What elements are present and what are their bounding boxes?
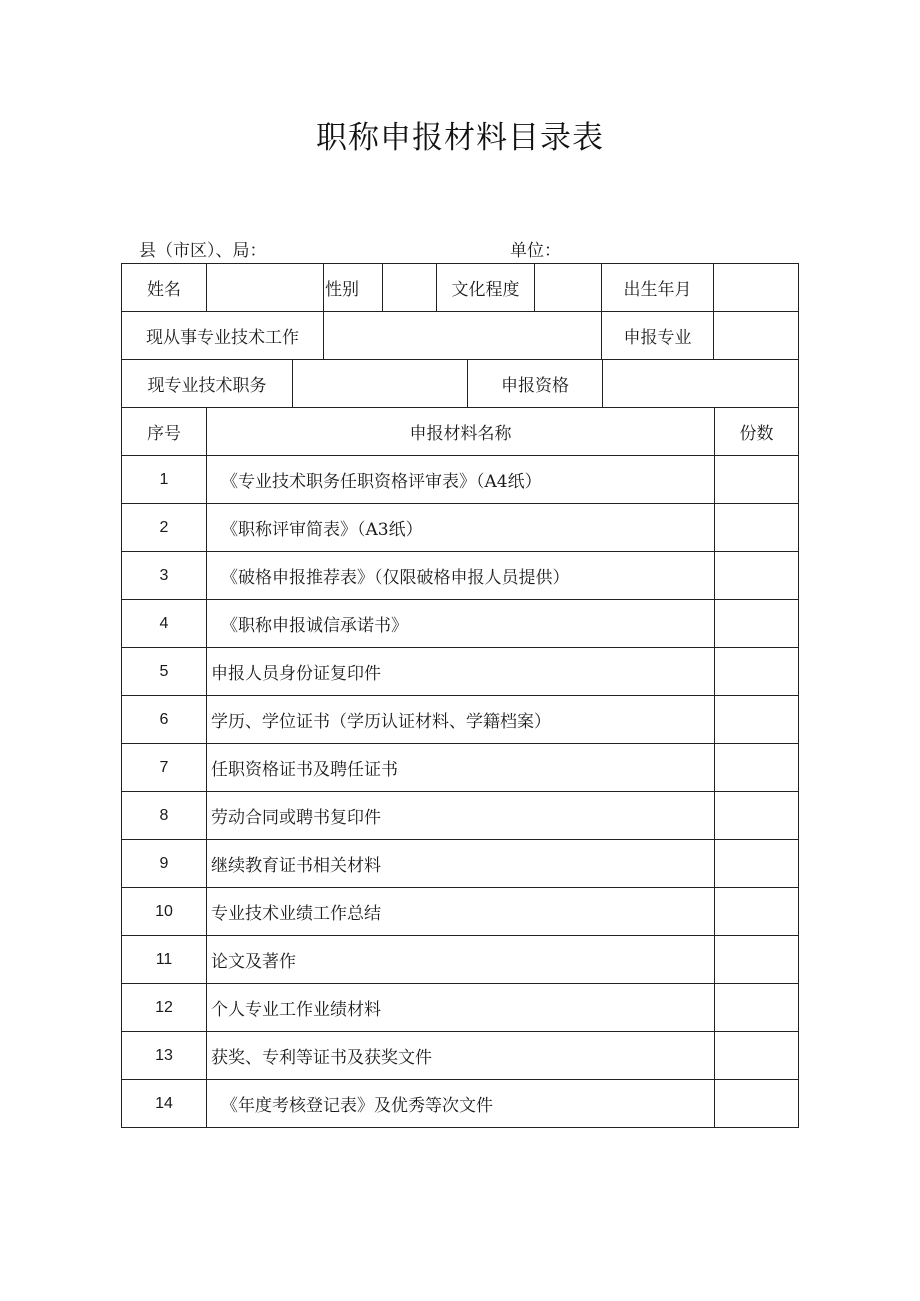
item-name: 个人专业工作业绩材料 bbox=[207, 984, 715, 1032]
item-name: 《年度考核登记表》及优秀等次文件 bbox=[207, 1080, 715, 1128]
item-copies-field[interactable] bbox=[715, 792, 799, 840]
item-number: 3 bbox=[122, 552, 207, 600]
item-name: 《职称申报诚信承诺书》 bbox=[207, 600, 715, 648]
item-copies-field[interactable] bbox=[715, 504, 799, 552]
item-name: 《专业技术职务任职资格评审表》（A4纸） bbox=[207, 456, 715, 504]
item-name: 继续教育证书相关材料 bbox=[207, 840, 715, 888]
birth-label: 出生年月 bbox=[602, 264, 714, 312]
table-row bbox=[122, 888, 799, 936]
table-row bbox=[122, 744, 799, 792]
item-number: 9 bbox=[122, 840, 207, 888]
item-name: 获奖、专利等证书及获奖文件 bbox=[207, 1032, 715, 1080]
birth-field[interactable] bbox=[714, 264, 799, 312]
education-label: 文化程度 bbox=[437, 264, 535, 312]
item-copies-field[interactable] bbox=[715, 1080, 799, 1128]
item-name: 专业技术业绩工作总结 bbox=[207, 888, 715, 936]
item-copies-field[interactable] bbox=[715, 552, 799, 600]
apply-qualification-field[interactable] bbox=[603, 360, 799, 408]
material-name-header: 申报材料名称 bbox=[207, 408, 715, 456]
table-row bbox=[122, 696, 799, 744]
item-name: 劳动合同或聘书复印件 bbox=[207, 792, 715, 840]
item-copies-field[interactable] bbox=[715, 696, 799, 744]
list-header-row bbox=[122, 408, 799, 456]
copies-header: 份数 bbox=[715, 408, 799, 456]
material-list bbox=[122, 456, 799, 1128]
item-number: 2 bbox=[122, 504, 207, 552]
item-number: 7 bbox=[122, 744, 207, 792]
item-number: 4 bbox=[122, 600, 207, 648]
education-field[interactable] bbox=[535, 264, 602, 312]
item-number: 13 bbox=[122, 1032, 207, 1080]
item-name: 任职资格证书及聘任证书 bbox=[207, 744, 715, 792]
name-label: 姓名 bbox=[122, 264, 207, 312]
item-copies-field[interactable] bbox=[715, 984, 799, 1032]
item-number: 5 bbox=[122, 648, 207, 696]
current-work-field[interactable] bbox=[324, 312, 602, 360]
info-row-title bbox=[122, 360, 799, 408]
table-row bbox=[122, 984, 799, 1032]
table-row bbox=[122, 936, 799, 984]
page-title: 职称申报材料目录表 bbox=[316, 120, 604, 156]
name-field[interactable] bbox=[207, 264, 324, 312]
item-name: 学历、学位证书（学历认证材料、学籍档案） bbox=[207, 696, 715, 744]
item-number: 12 bbox=[122, 984, 207, 1032]
item-number: 6 bbox=[122, 696, 207, 744]
current-title-label: 现专业技术职务 bbox=[122, 360, 293, 408]
item-number: 8 bbox=[122, 792, 207, 840]
county-label: 县（市区）、局： bbox=[139, 241, 267, 261]
item-number: 1 bbox=[122, 456, 207, 504]
item-name: 论文及著作 bbox=[207, 936, 715, 984]
table-row bbox=[122, 456, 799, 504]
info-row-work bbox=[122, 312, 799, 360]
seq-header: 序号 bbox=[122, 408, 207, 456]
table-row bbox=[122, 1032, 799, 1080]
item-name: 《破格申报推荐表》（仅限破格申报人员提供） bbox=[207, 552, 715, 600]
table-row bbox=[122, 552, 799, 600]
item-copies-field[interactable] bbox=[715, 936, 799, 984]
current-title-field[interactable] bbox=[293, 360, 468, 408]
item-number: 14 bbox=[122, 1080, 207, 1128]
table-row bbox=[122, 792, 799, 840]
materials-table bbox=[121, 263, 799, 1128]
item-copies-field[interactable] bbox=[715, 600, 799, 648]
item-number: 11 bbox=[122, 936, 207, 984]
table-row bbox=[122, 1080, 799, 1128]
apply-major-label: 申报专业 bbox=[602, 312, 714, 360]
item-copies-field[interactable] bbox=[715, 888, 799, 936]
item-name: 申报人员身份证复印件 bbox=[207, 648, 715, 696]
item-name: 《职称评审简表》（A3纸） bbox=[207, 504, 715, 552]
item-copies-field[interactable] bbox=[715, 1032, 799, 1080]
unit-label: 单位： bbox=[510, 241, 561, 261]
apply-qualification-label: 申报资格 bbox=[468, 360, 603, 408]
current-work-label: 现从事专业技术工作 bbox=[122, 312, 324, 360]
item-copies-field[interactable] bbox=[715, 744, 799, 792]
gender-label: 性别 bbox=[324, 264, 383, 312]
item-copies-field[interactable] bbox=[715, 840, 799, 888]
table-row bbox=[122, 504, 799, 552]
info-row-basic bbox=[122, 264, 799, 312]
apply-major-field[interactable] bbox=[714, 312, 799, 360]
gender-field[interactable] bbox=[383, 264, 437, 312]
table-row bbox=[122, 600, 799, 648]
table-row bbox=[122, 648, 799, 696]
table-row bbox=[122, 840, 799, 888]
item-copies-field[interactable] bbox=[715, 456, 799, 504]
item-copies-field[interactable] bbox=[715, 648, 799, 696]
item-number: 10 bbox=[122, 888, 207, 936]
